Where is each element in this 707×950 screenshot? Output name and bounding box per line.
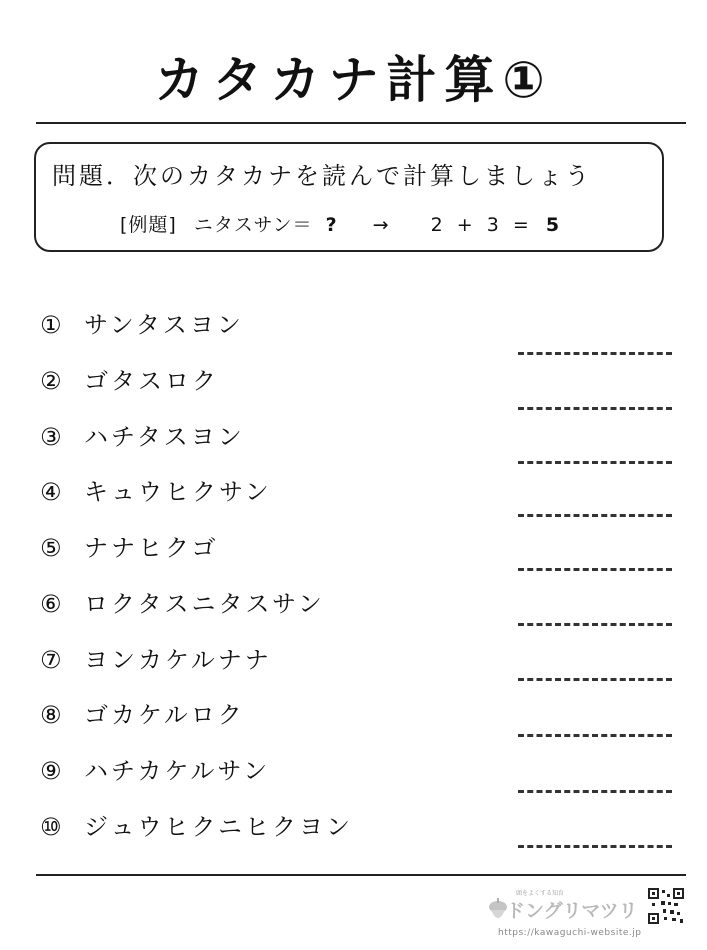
problem-item: [40, 477, 272, 507]
answer-blank[interactable]: [518, 568, 672, 571]
problem-item: [40, 533, 219, 563]
worksheet-title: カタカナ計算①: [154, 51, 553, 109]
logo-brand-name: ドングリマツリ: [506, 900, 638, 922]
website-url[interactable]: https://kawaguchi-website.jp: [498, 928, 642, 938]
problem-number: ⑥: [40, 590, 65, 618]
problem-text: ゴタスロク: [84, 367, 219, 395]
answer-blank[interactable]: [518, 407, 672, 410]
problem-text: ヨンカケルナナ: [84, 646, 272, 674]
acorn-icon: [488, 898, 508, 924]
problem-text: ハチカケルサン: [84, 757, 271, 785]
problem-item: [40, 700, 245, 730]
example-equation: 2 + 3 =: [430, 214, 533, 236]
problem-text: ゴカケルロク: [84, 701, 245, 729]
problem-item: [40, 422, 245, 452]
problem-item: [40, 645, 272, 675]
example-label: [例題]: [120, 214, 177, 236]
qr-code-icon: [648, 888, 684, 924]
problem-number: ⑩: [40, 813, 65, 841]
answer-blank[interactable]: [518, 734, 672, 737]
answer-blank[interactable]: [518, 623, 672, 626]
answer-blank[interactable]: [518, 790, 672, 793]
problem-item: [40, 812, 353, 842]
problem-number: ①: [40, 311, 65, 339]
logo-tagline: 頭をよくする知育: [516, 890, 565, 897]
answer-blank[interactable]: [518, 678, 672, 681]
problem-text: ハチタスヨン: [84, 423, 245, 451]
bottom-divider: [36, 874, 686, 876]
answer-blank[interactable]: [518, 461, 672, 464]
problem-item: [40, 756, 270, 786]
instruction-text: 問題．次のカタカナを読んで計算しましょう: [52, 162, 592, 190]
answer-blank[interactable]: [518, 514, 672, 517]
answer-blank[interactable]: [518, 352, 672, 355]
problem-item: [40, 589, 325, 619]
problem-number: ⑧: [40, 701, 65, 729]
top-divider: [36, 122, 686, 124]
example-unknown: ?: [325, 214, 338, 236]
problem-text: キュウヒクサン: [84, 478, 272, 506]
problem-number: ⑨: [40, 757, 65, 785]
problem-text: ロクタスニタスサン: [84, 590, 325, 618]
answer-blank[interactable]: [518, 845, 672, 848]
problem-text: ジュウヒクニヒクヨン: [84, 813, 354, 841]
problem-item: [40, 310, 244, 340]
example-line: [120, 210, 560, 237]
problem-number: ⑦: [40, 646, 65, 674]
problem-text: サンタスヨン: [84, 311, 244, 339]
problem-number: ②: [40, 367, 65, 395]
example-prompt: ニタスサン＝: [193, 214, 313, 236]
arrow-icon: →: [372, 214, 390, 236]
problem-number: ⑤: [40, 534, 65, 562]
problem-item: [40, 366, 219, 396]
example-answer: 5: [545, 214, 561, 236]
instruction-box: [34, 142, 664, 252]
problem-number: ④: [40, 478, 65, 506]
brand-logo: [488, 886, 688, 946]
problem-text: ナナヒクゴ: [84, 534, 219, 562]
problem-number: ③: [40, 423, 65, 451]
